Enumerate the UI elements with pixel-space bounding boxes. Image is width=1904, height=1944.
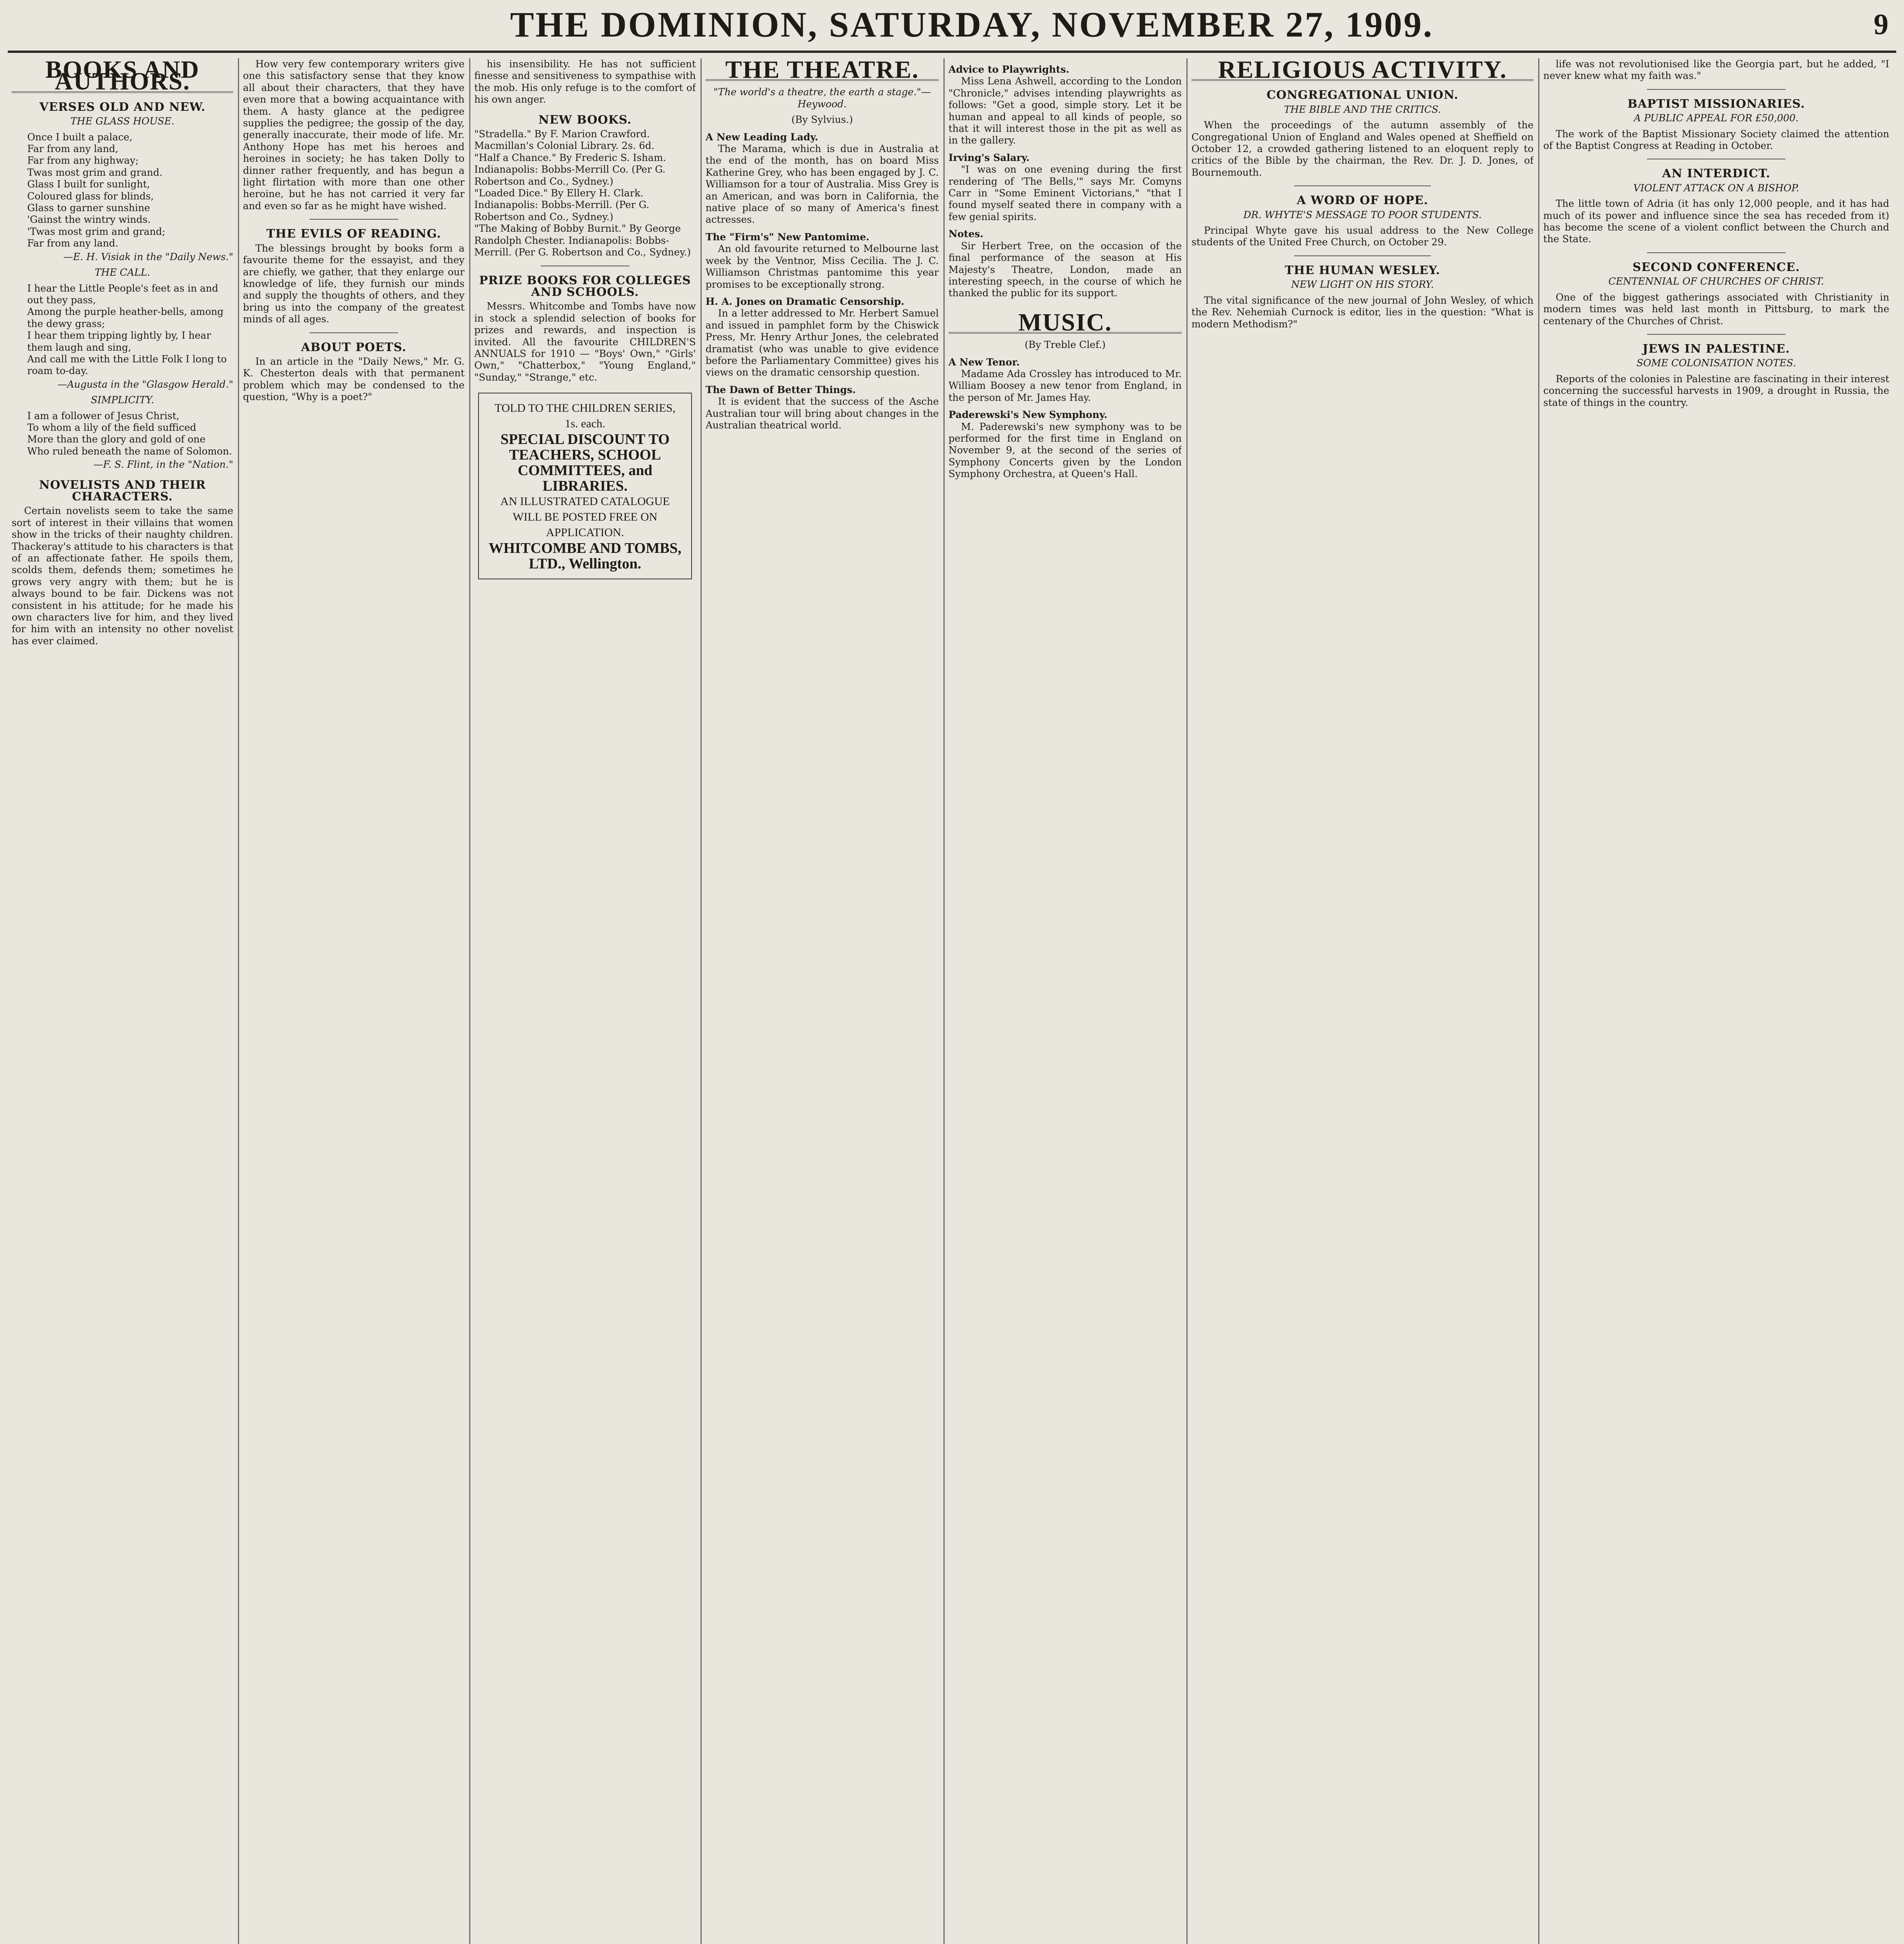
column-religious-1	[1191, 58, 1534, 1944]
call-attribution: —Augusta in the "Glasgow Herald."	[57, 378, 233, 390]
new-books-text: "Stradella." By F. Marion Crawford. Macmillan's Colonial Library. 2s. 6d. "Half a Chance." By Frederic S. Isham. Indianapolis: Bobbs-Merrill Co. (Per G. Robertson and Co., Sydney.) "Loaded Dice." By Ellery H. Clark. Indianapolis: Bobbs-Merrill. (Per G. Robertson and Co., Sydney.) "The Making of Bobby Burnit." By George Randolph Chester. Indianapolis: Bobbs-Merrill. (Per G. Robertson and Co., Sydney.)	[474, 128, 691, 258]
column-books-1	[12, 58, 233, 1944]
appeal-text: The work of the Baptist Missionary Society claimed the attention of the Baptist Congress at Reading in October.	[1543, 128, 1889, 152]
jews-title: JEWS IN PALESTINE.	[1642, 342, 1790, 356]
section-header-religious: RELIGIOUS ACTIVITY.	[1191, 58, 1534, 81]
column-rule	[469, 58, 470, 1944]
wesley-subtitle: NEW LIGHT ON HIS STORY.	[1291, 279, 1434, 290]
column2-text: How very few contemporary writers give one this satisfactory sense that they know all about their characters, that they have even more that a bowing acquaintance with them. A hasty glance at the pedigree supplies the pedigree; the gossip of the day, generally inaccurate, their mode of life. Mr. Anthony Hope has met his heroes and heroines in society; he has taken Dolly to dinner rather frequently, and has begun a light flirtation with more than one other heroine, but he has not carried it very far and even so far as he might have wished.	[243, 58, 465, 212]
glass-house-poem: Once I built a palace, Far from any land, Far from any highway; Twas most grim and grand. Glass I built for sunlight, Coloured glass for blinds, Glass to garner sunshine 'Gainst the wintry winds. 'Twas most grim and grand; Far from any land.	[27, 131, 166, 249]
theatre-section-text: Sir Herbert Tree, on the occasion of the final performance of the season at His Majesty's Theatre, London, made an interesting speech, in the course of which he thanked the public for its support.	[949, 240, 1182, 299]
bible-text: When the proceedings of the autumn assembly of the Congregational Union of England and Wales opened at Sheffield on October 12, a crowded gathering listened to an eloquent reply to critics of the Bible by the chairman, the Rev. Dr. J. D. Jones, of Bournemouth.	[1191, 119, 1534, 178]
theatre-section-text: It is evident that the success of the Asche Australian tour will bring about changes in the Australian theatrical world.	[706, 396, 939, 431]
bible-title: THE BIBLE AND THE CRITICS.	[1284, 103, 1441, 115]
wesley-text: The vital significance of the new journal of John Wesley, of which the Rev. Nehemiah Curnock is editor, lies in the question: "What is modern Methodism?"	[1191, 294, 1534, 330]
call-poem: I hear the Little People's feet as in and out they pass, Among the purple heather-bells, among the dewy grass; I hear them tripping lightly by, I hear them laugh and sing, And call me with the Little Folk I long to roam to-day.	[27, 282, 227, 377]
missionaries-title: BAPTIST MISSIONARIES.	[1627, 97, 1805, 111]
theatre-epigraph: "The world's a theatre, the earth a stage."—Heywood.	[713, 86, 931, 110]
novelists-title: NOVELISTS AND THEIR CHARACTERS.	[39, 478, 206, 503]
theatre-section-head: The "Firm's" New Pantomime.	[706, 231, 870, 243]
column-books-2	[243, 58, 465, 1944]
theatre-section-text: In a letter addressed to Mr. Herbert Samuel and issued in pamphlet form by the Chiswick Press, Mr. Henry Arthur Jones, the celebrated dramatist (who was unable to give evidence before the Parliamentary Committee) gives his views on the dramatic censorship question.	[706, 308, 939, 378]
whitcombe-advertisement	[478, 393, 692, 579]
music-section-head: A New Tenor.	[949, 356, 1020, 368]
column-religious-2	[1543, 58, 1889, 1944]
theatre-section-text: An old favourite returned to Melbourne last week by the Ventnor, Miss Cecilia. The J. C. Williamson Christmas pantomime this year promises to be exceptionally strong.	[706, 243, 939, 290]
newspaper-title: THE DOMINION, SATURDAY, NOVEMBER 27, 1909.	[510, 5, 1434, 44]
theatre-section-head: Irving's Salary.	[949, 152, 1030, 163]
appeal-title: A PUBLIC APPEAL FOR £50,000.	[1634, 112, 1799, 124]
theatre-section-text: "I was on one evening during the first rendering of 'The Bells,'" says Mr. Comyns Carr in "Some Eminent Victorians," "that I found myself seated there in company with a few genial spirits.	[949, 164, 1182, 222]
theatre-section-text: The Marama, which is due in Australia at the end of the month, has on board Miss Katherine Grey, who has been engaged by J. C. Williamson for a tour of Australia. Miss Grey is an American, and was born in California, the native place of so many of America's finest actresses.	[706, 143, 939, 226]
novelists-text: Certain novelists seem to take the same sort of interest in their villains that women show in the tricks of their naughty children. Thackeray's attitude to his characters is that of an affectionate father. He spoils them, scolds them, defends them; sometimes he grows very angry with them; but he is always bound to be fair. Dickens was not consistent in his attitude; for he made his own characters live for him, and they lived for him with an intensity no other novelist has ever claimed.	[12, 505, 233, 647]
column-rule	[943, 58, 945, 1944]
theatre-section-head: The Dawn of Better Things.	[706, 384, 856, 395]
prize-books-title: PRIZE BOOKS FOR COLLEGES AND SCHOOLS.	[479, 273, 691, 299]
theatre-byline: (By Sylvius.)	[791, 114, 853, 126]
ad-catalogue-line: AN ILLUSTRATED CATALOGUE WILL BE POSTED FREE ON APPLICATION.	[500, 495, 670, 539]
column-books-3	[474, 58, 696, 1944]
wesley-title: THE HUMAN WESLEY.	[1284, 263, 1440, 277]
masthead	[0, 4, 1904, 54]
column-theatre-2	[949, 58, 1182, 1944]
poets-text: In an article in the "Daily News," Mr. G. K. Chesterton deals with that permanent problem which may be condensed to the question, "Why is a poet?"	[243, 355, 465, 403]
jews-text: Reports of the colonies in Palestine are fascinating in their interest concerning the successful harvests in 1909, a drought in Russia, the state of things in the country.	[1543, 373, 1889, 408]
glass-house-attribution: —E. H. Visiak in the "Daily News."	[63, 251, 233, 262]
simplicity-poem: I am a follower of Jesus Christ, To whom a lily of the field sufficed More than the glory and gold of one Who ruled beneath the name of Solomon.	[27, 410, 232, 457]
evils-text: The blessings brought by books form a favourite theme for the essayist, and they are chiefly, we gather, that they enlarge our knowledge of life, they furnish our minds and supply the thoughts of others, and they bring us into the company of the greatest minds of all ages.	[243, 242, 465, 325]
masthead-rule	[8, 51, 1896, 53]
section-header-theatre: THE THEATRE.	[706, 58, 939, 81]
theatre-section-text: Miss Lena Ashwell, according to the London "Chronicle," advises intending playwrights as follows: "Get a good, simple story. Let it be human and appeal to all kinds of people, so that it will interest those in the pit as well as in the gallery.	[949, 75, 1182, 146]
evils-title: THE EVILS OF READING.	[266, 227, 441, 241]
theatre-section-head: Notes.	[949, 228, 983, 240]
separator	[309, 332, 398, 333]
theatre-section-head: A New Leading Lady.	[706, 131, 818, 143]
whyte-text: Principal Whyte gave his usual address to the New College students of the United Free Church, on October 29.	[1191, 225, 1534, 248]
column-rule	[1538, 58, 1539, 1944]
jews-subtitle: SOME COLONISATION NOTES.	[1636, 357, 1796, 369]
col7-text: life was not revolutionised like the Georgia part, but he added, "I never knew what my faith was."	[1543, 58, 1889, 82]
section-header-music: MUSIC.	[949, 311, 1182, 334]
interdict-subtitle: VIOLENT ATTACK ON A BISHOP.	[1633, 182, 1799, 194]
poets-title: ABOUT POETS.	[301, 340, 407, 354]
music-section-text: Madame Ada Crossley has introduced to Mr. William Boosey a new tenor from England, in the person of Mr. James Hay.	[949, 368, 1182, 403]
separator	[1647, 334, 1785, 335]
column-theatre-1	[706, 58, 939, 1944]
theatre-section-head: Advice to Playwrights.	[949, 64, 1069, 75]
prize-books-text: Messrs. Whitcombe and Tombs have now in stock a splendid selection of books for prizes and rewards, and inspection is invited. All the favourite CHILDREN'S ANNUALS for 1910 — "Boys' Own," "Girls' Own," "Chatterbox," "Young England," "Sunday," "Strange," etc.	[474, 301, 696, 383]
music-section-text: M. Paderewski's new symphony was to be performed for the first time in England on November 9, at the second of the series of Symphony Concerts given by the London Symphony Orchestra, at Queen's Hall.	[949, 421, 1182, 480]
hope-title: A WORD OF HOPE.	[1296, 194, 1429, 208]
separator	[1294, 255, 1431, 256]
separator	[1647, 252, 1785, 253]
separator	[1647, 89, 1785, 90]
section-header-books: BOOKS AND AUTHORS.	[12, 58, 233, 93]
separator	[1294, 185, 1431, 186]
new-books-title: NEW BOOKS.	[538, 113, 632, 127]
ad-series-line: TOLD TO THE CHILDREN SERIES, 1s. each.	[494, 402, 676, 430]
simplicity-title: SIMPLICITY.	[91, 394, 154, 406]
page-number: 9	[1874, 8, 1888, 41]
glass-house-title: THE GLASS HOUSE.	[70, 115, 175, 127]
column-rule	[700, 58, 702, 1944]
column-rule	[238, 58, 239, 1944]
interdict-text: The little town of Adria (it has only 12,000 people, and it has had much of its power and influence since the sea has receded from it) has become the scene of a violent conflict between the Church and the State.	[1543, 198, 1889, 245]
verses-title: VERSES OLD AND NEW.	[39, 100, 206, 114]
ad-publisher-line: WHITCOMBE AND TOMBS, LTD., Wellington.	[489, 540, 681, 572]
column3-text: his insensibility. He has not sufficient finesse and sensitiveness to sympathise with the mob. His only refuge is to the comfort of his own anger.	[474, 58, 696, 105]
column-rule	[1186, 58, 1188, 1944]
ad-discount-line: SPECIAL DISCOUNT TO TEACHERS, SCHOOL COMMITTEES, and LIBRARIES.	[500, 431, 670, 495]
whyte-title: DR. WHYTE'S MESSAGE TO POOR STUDENTS.	[1243, 209, 1482, 220]
centenary-subtitle: CENTENNIAL OF CHURCHES OF CHRIST.	[1608, 276, 1824, 287]
centenary-text: One of the biggest gatherings associated with Christianity in modern times was held last month in Pittsburg, to mark the centenary of the Churches of Christ.	[1543, 291, 1889, 327]
music-section-head: Paderewski's New Symphony.	[949, 409, 1107, 421]
theatre-section-head: H. A. Jones on Dramatic Censorship.	[706, 295, 905, 307]
interdict-title: AN INTERDICT.	[1662, 167, 1771, 181]
centenary-title: SECOND CONFERENCE.	[1632, 260, 1800, 274]
music-byline: (By Treble Clef.)	[1024, 339, 1106, 351]
separator	[309, 219, 398, 220]
simplicity-attribution: —F. S. Flint, in the "Nation."	[93, 459, 233, 470]
congregational-title: CONGREGATIONAL UNION.	[1266, 88, 1459, 102]
call-title: THE CALL.	[94, 267, 150, 278]
